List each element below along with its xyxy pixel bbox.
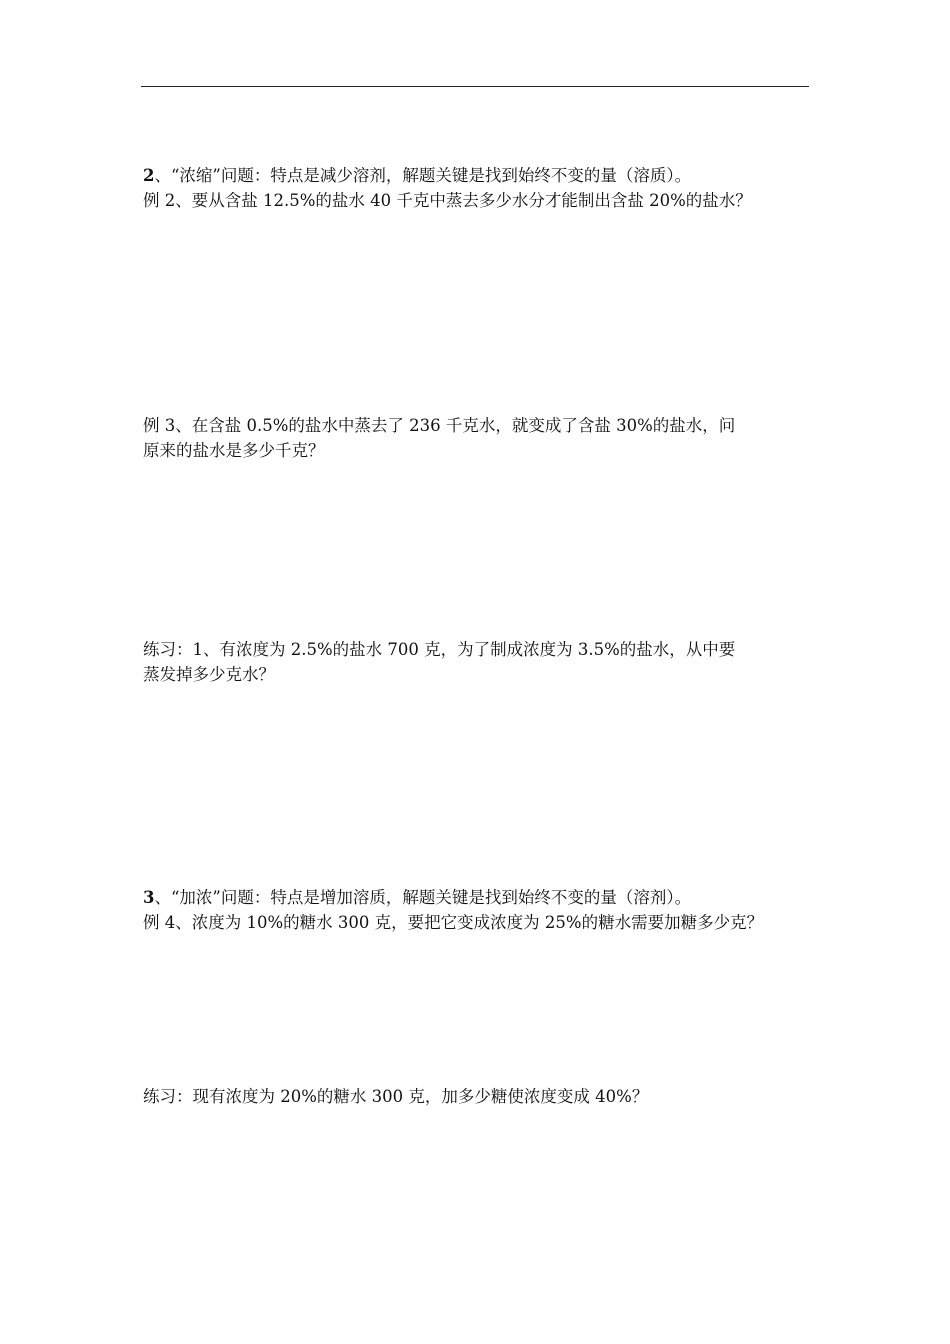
practice-1-line-2: 蒸发掉多少克水？ bbox=[143, 665, 275, 684]
section-3-heading-text: 、“加浓”问题：特点是增加溶质，解题关键是找到始终不变的量（溶剂）。 bbox=[154, 888, 692, 907]
header-rule bbox=[141, 86, 809, 87]
example-3-line-1: 例 3、在含盐 0.5%的盐水中蒸去了 236 千克水，就变成了含盐 30%的盐水，问 bbox=[143, 416, 736, 435]
practice-1-line-1: 练习：1、有浓度为 2.5%的盐水 700 克，为了制成浓度为 3.5%的盐水，从中要 bbox=[143, 640, 736, 659]
practice-2 bbox=[143, 1084, 811, 1109]
section-3-number: 3 bbox=[143, 888, 155, 907]
practice-1 bbox=[143, 637, 811, 687]
section-3-heading bbox=[143, 885, 811, 910]
example-3-line-2: 原来的盐水是多少千克？ bbox=[143, 441, 325, 460]
section-2-heading bbox=[143, 163, 811, 188]
example-3 bbox=[143, 413, 811, 463]
practice-2-line-1: 练习：现有浓度为 20%的糖水 300 克，加多少糖使浓度变成 40%？ bbox=[143, 1087, 649, 1106]
section-3 bbox=[143, 885, 811, 935]
section-2 bbox=[143, 163, 811, 213]
section-2-number: 2 bbox=[143, 166, 155, 185]
example-2: 例 2、要从含盐 12.5%的盐水 40 千克中蒸去多少水分才能制出含盐 20%的盐水？ bbox=[143, 191, 752, 210]
section-2-heading-text: 、“浓缩”问题：特点是减少溶剂，解题关键是找到始终不变的量（溶质）。 bbox=[154, 166, 692, 185]
example-4: 例 4、浓度为 10%的糖水 300 克，要把它变成浓度为 25%的糖水需要加糖多少克？ bbox=[143, 913, 764, 932]
